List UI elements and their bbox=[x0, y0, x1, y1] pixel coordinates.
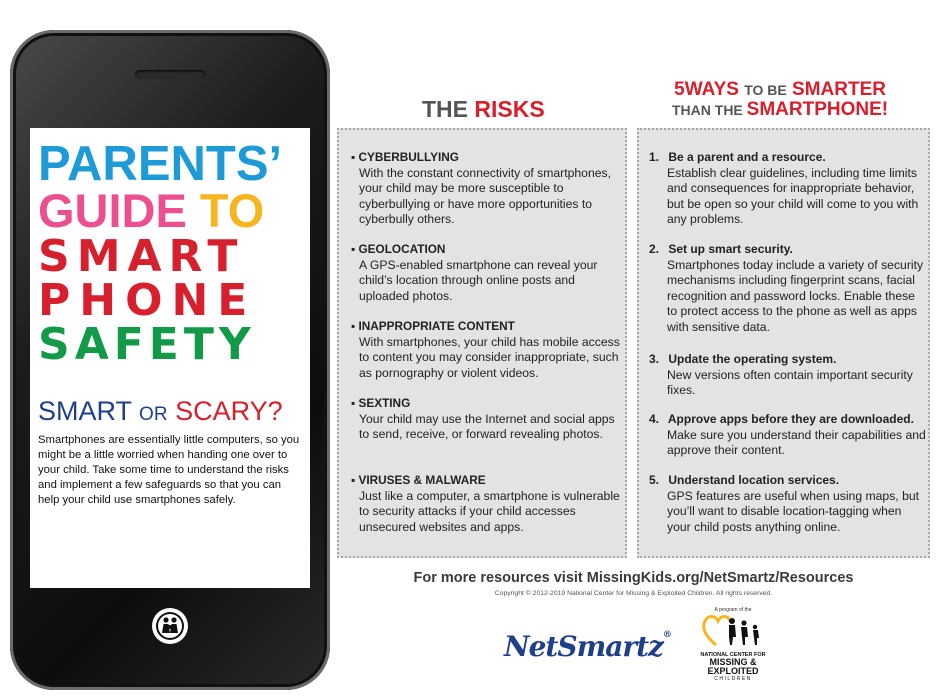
ways-heading bbox=[672, 80, 888, 120]
ways-heading-5ways: 5WAYS bbox=[674, 79, 739, 100]
resources-link-text: For more resources visit MissingKids.org/NetSmartz/Resources bbox=[413, 570, 854, 586]
risks-heading-risks: RISKS bbox=[474, 96, 545, 122]
way-body: Smartphones today include a variety of security mechanisms including fingerprint scans, facial recognition and password locks. Enable these to protect access to the phone as well as apps with sensitive data. bbox=[667, 257, 924, 334]
risk-body: Your child may use the Internet and social apps to send, receive, or forward revealing photos. bbox=[359, 411, 615, 441]
ncmec-line3: EXPLOITED bbox=[707, 666, 759, 676]
ncmec-logo bbox=[693, 607, 773, 682]
risks-panel bbox=[337, 128, 627, 558]
smart-or-scary-heading bbox=[38, 396, 283, 427]
way-body: Establish clear guidelines, including time limits and consequences for inappropriate behavior, but be open so your child will come to you with any problems. bbox=[667, 165, 919, 226]
risk-title: ▪ INAPPROPRIATE CONTENT bbox=[351, 319, 515, 333]
title-smart: SMART bbox=[38, 231, 245, 282]
title-safety: SAFETY bbox=[38, 319, 256, 370]
ways-heading-smarter: SMARTER bbox=[792, 79, 886, 100]
ncmec-line1: NATIONAL CENTER FOR bbox=[700, 652, 766, 658]
smartphone-illustration bbox=[10, 30, 330, 690]
way-body: New versions often contain important security fixes. bbox=[667, 367, 913, 397]
risks-heading bbox=[422, 96, 545, 123]
risks-heading-the: THE bbox=[422, 96, 468, 122]
phone-screen bbox=[30, 128, 310, 588]
intro-paragraph: Smartphones are essentially little computers, so you might be a little worried when handing one over to your child. Take some time to understand the risks and implement a few safeguards so that you can help your child use smartphones safely. bbox=[38, 434, 300, 506]
risk-item bbox=[351, 242, 625, 304]
way-body: Make sure you understand their capabilities and approve their content. bbox=[667, 427, 926, 457]
risk-body: Just like a computer, a smartphone is vulnerable to security attacks if your child accesses unsecured websites and apps. bbox=[359, 488, 620, 534]
way-body: GPS features are useful when using maps, but you’ll want to disable location-tagging when your child posts anything online. bbox=[667, 488, 920, 534]
ways-heading-to-be: TO BE bbox=[744, 82, 787, 98]
risk-item bbox=[351, 473, 625, 535]
home-button bbox=[152, 608, 188, 644]
risk-title: ▪ CYBERBULLYING bbox=[351, 150, 459, 164]
risk-title: ▪ SEXTING bbox=[351, 396, 411, 410]
risk-body: A GPS-enabled smartphone can reveal your child’s location through online posts and uploaded photos. bbox=[359, 257, 598, 303]
poster-title bbox=[38, 137, 304, 370]
program-of-text: A program of the bbox=[714, 607, 752, 613]
ways-heading-than-the: THAN THE bbox=[672, 102, 743, 118]
way-item bbox=[649, 473, 927, 535]
way-title: 4. Approve apps before they are downloaded. bbox=[649, 412, 914, 426]
way-item bbox=[649, 412, 927, 459]
risk-title: ▪ GEOLOCATION bbox=[351, 242, 446, 256]
title-parents: PARENTS’ bbox=[38, 137, 283, 191]
copyright-text: Copyright © 2012-2019 National Center for Missing & Exploited Children. All rights reserved. bbox=[494, 590, 773, 597]
subtitle-smart: SMART bbox=[38, 396, 132, 426]
risk-item bbox=[351, 319, 625, 381]
risk-body: With smartphones, your child has mobile access to content you may consider inappropriate, such as pornography or violent videos. bbox=[359, 334, 620, 380]
risk-item bbox=[351, 396, 625, 443]
title-guide: GUIDE bbox=[38, 184, 187, 237]
way-title: 5. Understand location services. bbox=[649, 473, 840, 487]
heart-family-icon bbox=[702, 613, 764, 647]
phone-earpiece bbox=[135, 70, 205, 79]
subtitle-or: OR bbox=[139, 404, 168, 425]
risk-body: With the constant connectivity of smartphones, your child may be more susceptible to cyberbullying or have more opportunities to cyberbully others. bbox=[359, 165, 611, 226]
way-title: 1. Be a parent and a resource. bbox=[649, 150, 826, 164]
title-to: TO bbox=[199, 184, 265, 237]
title-guide-to bbox=[38, 184, 304, 237]
ways-heading-smartphone: SMARTPHONE! bbox=[746, 99, 889, 120]
title-phone: PHONE bbox=[38, 275, 257, 326]
ways-panel bbox=[637, 128, 930, 558]
way-title: 2. Set up smart security. bbox=[649, 242, 793, 256]
way-item bbox=[649, 150, 927, 228]
ncmec-line2: MISSING & bbox=[709, 657, 757, 667]
netsmartz-logo: NetSmartz® bbox=[504, 630, 671, 663]
way-title: 3. Update the operating system. bbox=[649, 352, 837, 366]
risk-item bbox=[351, 150, 625, 228]
way-item bbox=[649, 242, 927, 335]
subtitle-scary: SCARY? bbox=[175, 396, 283, 426]
risk-title: ▪ VIRUSES & MALWARE bbox=[351, 473, 486, 487]
ncmec-line4: CHILDREN bbox=[714, 676, 752, 682]
way-item bbox=[649, 352, 927, 399]
family-icon bbox=[155, 611, 185, 641]
